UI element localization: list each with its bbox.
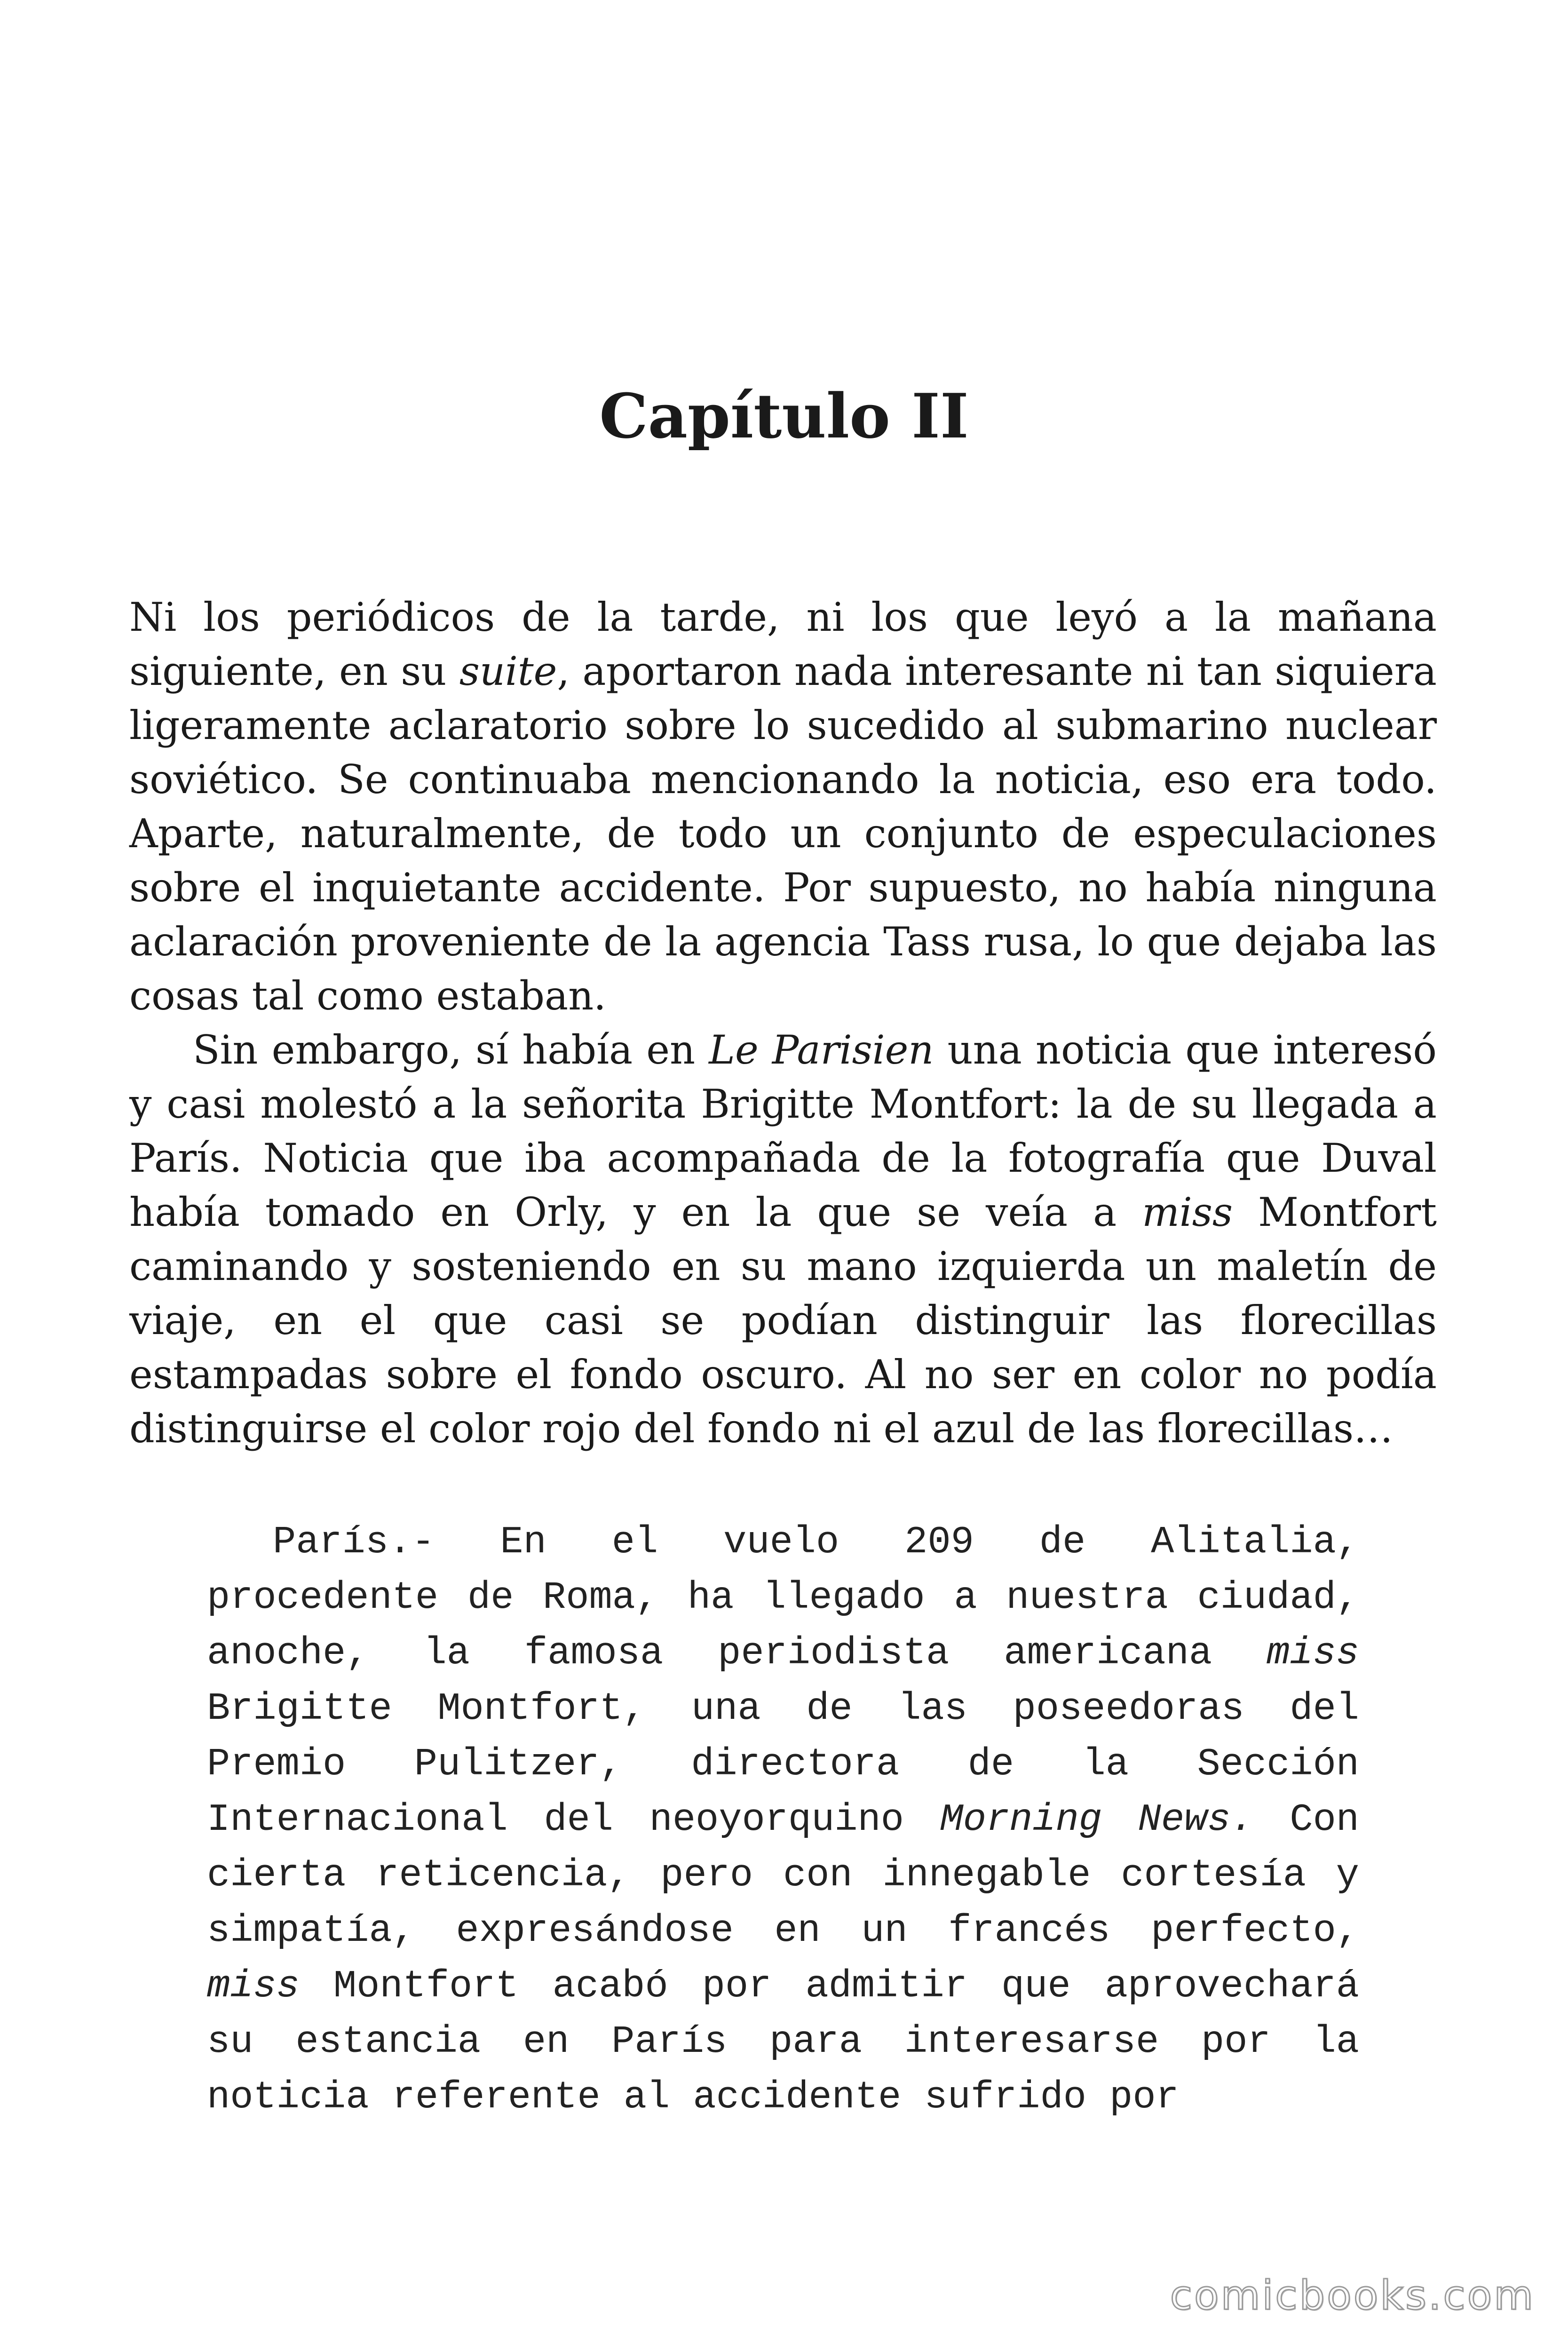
quote-run-4: Morning News.	[940, 1798, 1254, 1842]
body-text	[129, 590, 1437, 1456]
paragraph-2-run-1: Sin embargo, sí había en	[193, 1027, 709, 1073]
quote-run-1: París.- En el vuelo 209 de Alitalia, procedente de Roma, ha llegado a nuestra ciudad, anoche, la famosa periodista americana	[207, 1520, 1359, 1675]
quote-run-3: Brigitte Montfort, una de las poseedoras del Premio Pulitzer, directora de la Sección Internacional del neoyorquino	[207, 1687, 1359, 1842]
quote-run-6: miss	[207, 1964, 300, 2008]
paragraph-1-run-2: suite	[459, 648, 557, 694]
quote-run-5: Con cierta reticencia, pero con innegable cortesía y simpatía, expresándose en un francés perfecto,	[207, 1798, 1359, 1953]
paragraph-1-run-1: Ni los periódicos de la tarde, ni los que leyó a la mañana siguiente, en su	[129, 594, 1437, 694]
quote-run-2: miss	[1267, 1631, 1359, 1675]
quote-run-7: Montfort acabó por admitir que aprovechará su estancia en París para interesarse por la noticia referente al accidente sufrido por	[207, 1964, 1359, 2119]
paragraph-1	[129, 590, 1437, 1023]
paragraph-2	[129, 1023, 1437, 1456]
newspaper-quote	[207, 1515, 1359, 2125]
chapter-title: Capítulo II	[599, 380, 969, 452]
paragraph-2-run-5: Montfort caminando y sosteniendo en su mano izquierda un maletín de viaje, en el que casi se podían distinguir las florecillas estampadas sobre el fondo oscuro. Al no ser en color no podía distinguirse el color rojo del fondo ni el azul de las florecillas…	[129, 1189, 1437, 1452]
watermark-logo: comicbooks.com	[1170, 2272, 1535, 2319]
paragraph-2-run-3: una noticia que interesó y casi molestó a la señorita Brigitte Montfort: la de su llegada a París. Noticia que iba acompañada de la fotografía que Duval había tomado en Orly, y en la que se veía a	[129, 1027, 1437, 1235]
paragraph-2-run-4: miss	[1142, 1189, 1233, 1235]
paragraph-1-run-3: , aportaron nada interesante ni tan siquiera ligeramente aclaratorio sobre lo sucedido al submarino nuclear soviético. Se continuaba mencionando la noticia, eso era todo. Aparte, naturalmente, de todo un conjunto de especulaciones sobre el inquietante accidente. Por supuesto, no había ninguna aclaración proveniente de la agencia Tass rusa, lo que dejaba las cosas tal como estaban.	[129, 648, 1437, 1019]
paragraph-2-run-2: Le Parisien	[709, 1027, 934, 1073]
quote-paragraph	[207, 1515, 1359, 2125]
